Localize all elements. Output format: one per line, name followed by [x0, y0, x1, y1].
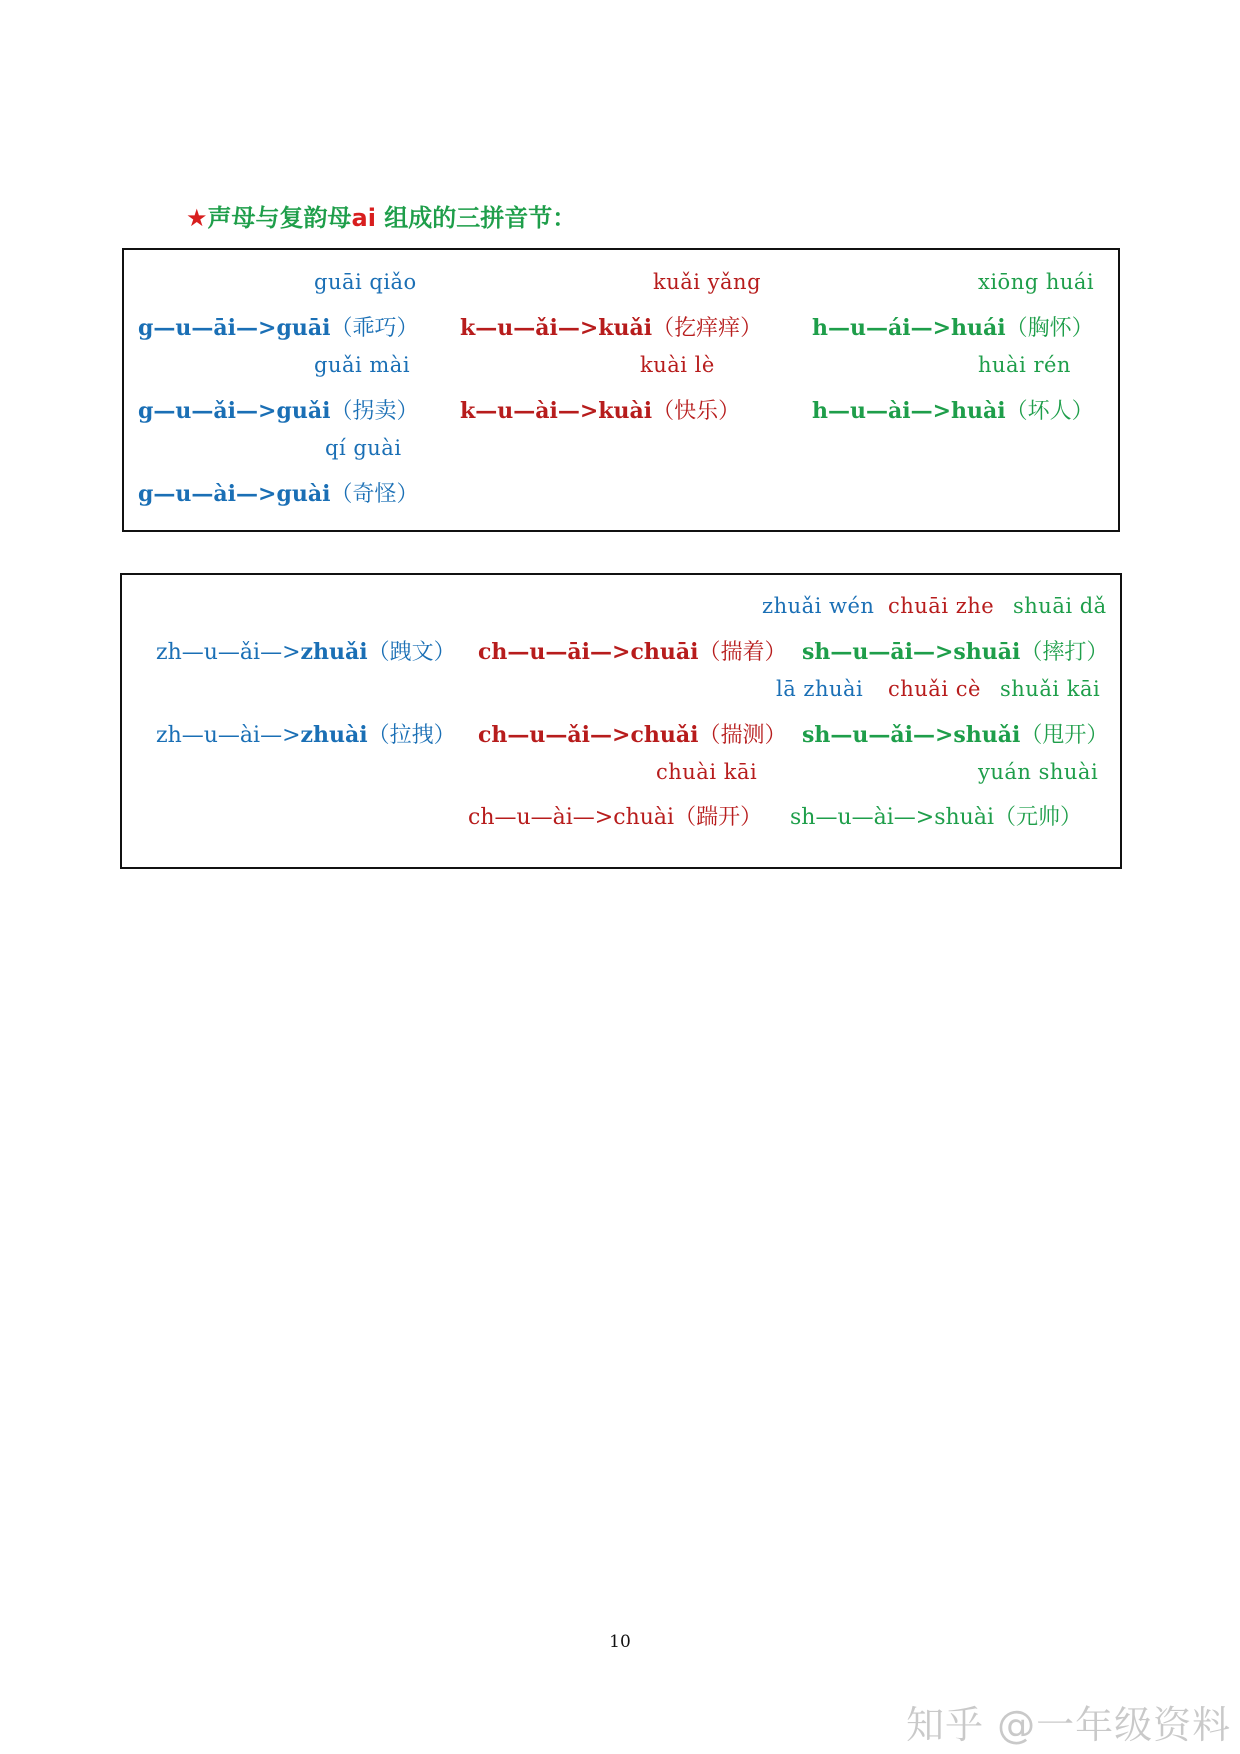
watermark: 知乎 @一年级资料 — [906, 1703, 1232, 1747]
pinyin-kuai-yang: kuǎi yǎng — [653, 270, 762, 294]
syllable-line-shuai4: sh—u—ài—>shuài（元帅） — [790, 805, 1083, 830]
syllable-line-zhuai3: zh—u—ǎi—>zhuǎi（跩文） — [156, 639, 456, 665]
star-icon: ★ — [186, 204, 208, 232]
syllable-line-guai1: g—u—āi—>guāi（乖巧） — [138, 315, 419, 341]
heading-prefix: 声母与复韵母 — [207, 204, 352, 232]
syllable-line-guai3: g—u—ǎi—>guǎi（拐卖） — [138, 398, 419, 424]
syllable-line-chuai1: ch—u—āi—>chuāi（揣着） — [478, 639, 787, 665]
pinyin-shuai-da: shuāi dǎ — [1013, 594, 1107, 618]
pinyin-qi-guai: qí guài — [325, 436, 402, 460]
pinyin-xiong-huai: xiōng huái — [978, 270, 1095, 294]
pinyin-guai-mai: guǎi mài — [314, 353, 411, 377]
syllable-line-chuai4: ch—u—ài—>chuài（踹开） — [468, 805, 763, 830]
section-heading — [186, 198, 576, 233]
pinyin-chuai-kai: chuài kāi — [656, 760, 758, 784]
pinyin-kuai-le: kuài lè — [640, 353, 715, 377]
syllable-line-huai2: h—u—ái—>huái（胸怀） — [812, 315, 1094, 341]
syllable-line-huai4: h—u—ài—>huài（坏人） — [812, 398, 1094, 424]
heading-suffix: 组成的三拼音节： — [375, 204, 577, 232]
syllable-line-kuai4: k—u—ài—>kuài（快乐） — [460, 398, 741, 424]
syllable-line-kuai3: k—u—ǎi—>kuǎi（扢痒痒） — [460, 315, 763, 341]
pinyin-yuan-shuai: yuán shuài — [978, 760, 1099, 784]
syllable-line-guai4: g—u—ài—>guài（奇怪） — [138, 481, 419, 507]
syllable-line-shuai3: sh—u—ǎi—>shuǎi（甩开） — [802, 722, 1109, 748]
page-number: 10 — [609, 1632, 631, 1652]
syllable-line-zhuai4: zh—u—ài—>zhuài（拉拽） — [156, 722, 456, 748]
syllable-line-chuai3: ch—u—ǎi—>chuǎi（揣测） — [478, 722, 787, 748]
heading-ai: ai — [351, 204, 376, 232]
syllable-line-shuai1: sh—u—āi—>shuāi（摔打） — [802, 639, 1109, 665]
pinyin-chuai-ce: chuǎi cè — [888, 677, 981, 701]
pinyin-chuai-zhe: chuāi zhe — [888, 594, 995, 618]
pinyin-la-zhuai: lā zhuài — [776, 677, 864, 701]
pinyin-guai-qiao: guāi qiǎo — [314, 270, 417, 294]
pinyin-huai-ren: huài rén — [978, 353, 1071, 377]
pinyin-zhuai-wen: zhuǎi wén — [762, 594, 875, 618]
pinyin-shuai-kai: shuǎi kāi — [1000, 677, 1101, 701]
